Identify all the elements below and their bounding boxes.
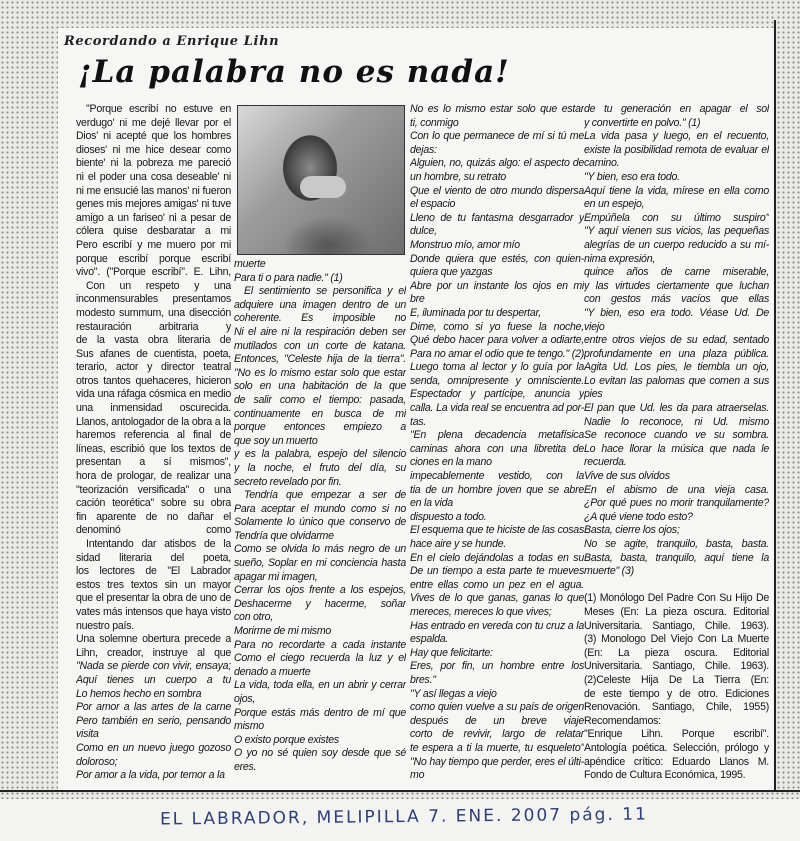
text-line: porque escribí porque escribí bbox=[76, 252, 231, 265]
handwritten-source-note: EL LABRADOR, MELIPILLA 7. ENE. 2007 pág. 11 bbox=[159, 804, 648, 830]
text-line: pies bbox=[584, 388, 603, 401]
text-line: (3) Monologo Del Viejo Con La Muerte bbox=[584, 633, 769, 646]
text-line: bre bbox=[410, 293, 425, 306]
text-line: Abre por un instante los ojos en mi bbox=[410, 279, 584, 292]
text-line: Por amor a las artes de la carne bbox=[76, 701, 231, 714]
text-line: Basta, cierre los ojos; bbox=[584, 524, 680, 537]
text-line: vida una ráfaga cósmica en medio bbox=[76, 388, 231, 401]
text-line: cación teorética" sobre su obra bbox=[76, 497, 231, 510]
text-line: caminas ahora con una libretita de bbox=[410, 442, 584, 455]
text-line: Lo hace llorar la música que nada le bbox=[584, 442, 769, 455]
text-line: mismo bbox=[234, 720, 264, 733]
text-line: mo bbox=[410, 769, 425, 782]
text-line: de este tiempo y de otro. Ediciones bbox=[584, 687, 769, 700]
text-line: Por amor a la vida, por temor a la bbox=[76, 769, 225, 782]
text-line: Tendría que olvidarme bbox=[234, 529, 334, 542]
text-line: "No es lo mismo estar solo que estar bbox=[234, 366, 406, 379]
text-line: No es lo mismo estar solo que estar bbox=[410, 103, 584, 115]
text-line: inconmensurables presentamos bbox=[76, 293, 231, 306]
text-line: Recomendamos: bbox=[584, 714, 661, 727]
text-line: vates más intensos que haya visto bbox=[76, 605, 231, 618]
text-line: "teorización versificada" o una bbox=[76, 483, 231, 496]
text-line: con gestos más vacíos que ellas bbox=[584, 293, 769, 306]
text-line: de salir como el tiempo: pasada, bbox=[234, 393, 406, 406]
text-line: La vida pasa y luego, en el recuento, bbox=[584, 130, 769, 143]
text-line: adquiere una imagen dentro de un bbox=[234, 298, 406, 311]
article-column-2 bbox=[234, 258, 406, 775]
text-line: Has entrado en vereda con tu cruz a la bbox=[410, 619, 584, 632]
text-line: Agita Ud. Los pies, le tiembla un ojo, bbox=[584, 361, 769, 374]
text-line: que soy un muerto bbox=[234, 434, 318, 447]
text-line: Cerrar los ojos frente a los espejos, bbox=[234, 584, 406, 597]
text-line: Hay que felicitarte: bbox=[410, 646, 493, 659]
text-line: El pan que Ud. les da para atraerselas. bbox=[584, 402, 769, 415]
text-line: (2)Celeste Hija De La Tierra (En: bbox=[584, 673, 769, 686]
text-line: Meses (En: La pieza oscura. Editorial bbox=[584, 605, 769, 618]
text-line: Pero también en serio, pensando bbox=[76, 714, 231, 727]
text-line: Vives de lo que ganas, ganas lo que bbox=[410, 592, 584, 605]
border-pattern-bottom bbox=[0, 791, 800, 799]
text-line: corto de revivir, largo de relatar bbox=[410, 728, 584, 741]
text-line: Con un respeto y una bbox=[86, 279, 231, 292]
text-line: existe la posibilidad remota de evaluar el bbox=[584, 143, 769, 156]
text-line: apéndice crítico: Eduardo Llanos M. bbox=[584, 755, 769, 768]
text-line: Sus afanes de cuentista, poeta, bbox=[76, 347, 231, 360]
text-line: amigo a un fariseo' ni a pesar de bbox=[76, 211, 231, 224]
text-line: los lectores de "El Labrador bbox=[76, 565, 231, 578]
text-line: O yo no sé quien soy desde que sé bbox=[234, 747, 406, 760]
article-column-1 bbox=[76, 103, 231, 783]
text-line: (En: La pieza oscura. Editorial bbox=[584, 646, 769, 659]
text-line: Pero escribí y me muero por mi bbox=[76, 238, 231, 251]
article-column-4 bbox=[584, 103, 769, 783]
text-line: una inmensidad oscurecida. bbox=[76, 402, 231, 415]
text-line: como quien vuelve a su país de origen bbox=[410, 701, 584, 714]
text-line: Tendría que empezar a ser de bbox=[244, 489, 406, 502]
text-line: verdugo' ni me dejé llevar por el bbox=[76, 116, 231, 129]
text-line: nuestro país. bbox=[76, 619, 134, 632]
text-line: sidad literaria del poeta, bbox=[76, 551, 231, 564]
text-line: sueño, Soplar en mi conciencia hasta bbox=[234, 557, 406, 570]
text-line: denado a muerte bbox=[234, 665, 311, 678]
text-line: doloroso; bbox=[76, 755, 118, 768]
column-rule bbox=[774, 20, 776, 792]
text-line: Para aceptar el mundo como si no bbox=[234, 502, 406, 515]
text-line: espalda. bbox=[410, 633, 449, 646]
text-line: El esquema que te hiciste de las cosas bbox=[410, 524, 584, 537]
text-line: Porque estás más dentro de mí que bbox=[234, 706, 406, 719]
text-line: te espera a ti la muerte, tu esqueleto" bbox=[410, 741, 584, 754]
text-line: con otro, bbox=[234, 611, 273, 624]
text-line: "Nada se pierde con vivir, ensaya; bbox=[76, 660, 231, 673]
text-line: profundamente en una plaza pública. bbox=[584, 347, 769, 360]
text-line: Como se olvida lo más negro de un bbox=[234, 543, 406, 556]
text-line: dulce, bbox=[410, 225, 437, 238]
text-line: "Y bien, eso era todo. bbox=[584, 170, 680, 183]
text-line: Solamente lo único que conservo de bbox=[234, 516, 406, 529]
text-line: Intentando dar atisbos de la bbox=[86, 538, 231, 550]
text-line: Eres, por fin, un hombre entre los bbox=[410, 660, 584, 673]
text-line: Nadie lo reconoce, ni Ud. mismo bbox=[584, 415, 769, 428]
text-line: cólera quise desbaratar a mi bbox=[76, 225, 231, 238]
text-line: "Enrique Lihn. Porque escribí". bbox=[584, 728, 769, 741]
text-line: Una solemne obertura precede a bbox=[76, 633, 231, 646]
text-line: Espectador y partícipe, anuncia y bbox=[410, 388, 584, 401]
text-line: dioses' ni me hice desear como bbox=[76, 143, 231, 156]
text-line: eres. bbox=[234, 760, 257, 773]
text-line: "Y aquí vienen sus vicios, las pequeñas bbox=[584, 225, 769, 238]
text-line: muerte" (3) bbox=[584, 565, 634, 578]
text-line: haremos referencia al final de bbox=[76, 429, 231, 442]
text-line: Como en un nuevo juego gozoso bbox=[76, 741, 231, 754]
text-line: Como el ciego recuerda la luz y el bbox=[234, 652, 406, 665]
text-line: vivo". ("Porque escribí". E. Lihn, bbox=[76, 266, 231, 279]
text-line: de tu generación en apagar el sol bbox=[584, 103, 769, 115]
article-column-3 bbox=[410, 103, 584, 783]
text-line: mutilados con un corte de katana. bbox=[234, 339, 406, 352]
text-line: "Y bien, eso era todo. Véase Ud. De bbox=[584, 306, 769, 319]
text-line: genes mis mejores amigas' ni tuve bbox=[76, 198, 231, 211]
text-line: quiera que yazgas bbox=[410, 266, 493, 279]
text-line: ti, conmigo bbox=[410, 116, 459, 129]
text-line: Morirme de mi mismo bbox=[234, 625, 332, 638]
text-line: Dios' ni acepté que los hombres bbox=[76, 130, 231, 143]
text-line: ¿A qué viene todo esto? bbox=[584, 510, 693, 523]
text-line: Universitaria. Santiago, Chile. 1963). bbox=[584, 660, 769, 673]
text-line: entre otros viejos de su edad, sentado bbox=[584, 334, 769, 347]
text-line: un hombre, su retrato bbox=[410, 170, 507, 183]
text-line: estos tres textos sin un mayor bbox=[76, 578, 231, 591]
text-line: viejo bbox=[584, 320, 605, 333]
text-line: El sentimiento se personifica y el bbox=[244, 285, 406, 298]
text-line: mereces, mereces lo que vives; bbox=[410, 605, 552, 618]
text-line: restauración arbitraria y bbox=[76, 320, 231, 333]
text-line: No se agite, tranquilo, basta, basta. bbox=[584, 538, 769, 550]
text-line: terario, actor y director teatral bbox=[76, 361, 231, 374]
portrait-photo-icon bbox=[237, 105, 405, 255]
text-line: En el cielo dejándolas a todas en su bbox=[410, 551, 584, 564]
text-line: fin aparente de no dañar el bbox=[76, 510, 231, 523]
text-line: Llanos, antologador de la obra a la bbox=[76, 415, 231, 428]
text-line: E, iluminada por tu despertar, bbox=[410, 306, 541, 319]
text-line: Para no recordarte a cada instante bbox=[234, 638, 406, 651]
text-line: ni me ensucié las manos' ni fueron bbox=[76, 184, 231, 197]
text-line: en la vida bbox=[410, 497, 453, 510]
text-line: y la noche, el fruto del día, su bbox=[234, 461, 406, 474]
text-line: Que el viento de otro mundo dispersa bbox=[410, 184, 584, 197]
text-line: presentan a sí mismos", bbox=[76, 456, 231, 469]
text-line: Deshacerme y hacerme, soñar bbox=[234, 597, 406, 610]
text-line: líneas, escribió que los textos de bbox=[76, 442, 231, 455]
text-line: solo en una habitación de la que bbox=[234, 380, 406, 393]
text-line: Aquí tiene la vida, mírese en ella como bbox=[584, 184, 769, 197]
text-line: visita bbox=[76, 728, 99, 741]
article-kicker: Recordando a Enrique Lihn bbox=[64, 34, 280, 49]
text-line: Dime, como si yo fuese la noche, bbox=[410, 320, 584, 333]
text-line: continuamente en busca de mi bbox=[234, 407, 406, 420]
text-line: y convertirte en polvo." (1) bbox=[584, 116, 701, 129]
text-line: "Porque escribí no estuve en bbox=[86, 103, 231, 115]
text-line: (1) Monólogo Del Padre Con Su Hijo De bbox=[584, 592, 769, 605]
hand-shape bbox=[300, 176, 346, 198]
text-line: Luego toma al lector y lo guía por la bbox=[410, 361, 584, 374]
text-line: modesto summum, una disección bbox=[76, 306, 231, 319]
text-line: que el presentar la obra de uno de bbox=[76, 592, 231, 605]
text-line: Basta, basta, tranquilo, aquí tiene la bbox=[584, 551, 769, 564]
text-line: Monstruo mío, amor mío bbox=[410, 238, 520, 251]
text-line: y es la palabra, espejo del silencio bbox=[234, 448, 406, 461]
text-line: dejas: bbox=[410, 143, 437, 156]
text-line: en un espejo, bbox=[584, 198, 645, 211]
text-line: hace aire y se hunde. bbox=[410, 538, 507, 550]
text-line: después de un breve viaje bbox=[410, 714, 584, 727]
text-line: bres." bbox=[410, 673, 436, 686]
text-line: ni el poder una cosa deseable' ni bbox=[76, 170, 231, 183]
text-line: nima expresión, bbox=[584, 252, 656, 265]
text-line: "Y así llegas a viejo bbox=[410, 687, 497, 700]
text-line: dispuesto a todo. bbox=[410, 510, 487, 523]
text-line: tia de un hombre joven que se abre bbox=[410, 483, 584, 496]
text-line bbox=[584, 579, 769, 593]
bottom-rule bbox=[0, 790, 800, 792]
text-line: Entonces, "Celeste hija de la tierra". bbox=[234, 353, 406, 366]
text-line: otros tantos quehaceres, hicieron bbox=[76, 374, 231, 387]
text-line: camino. bbox=[584, 157, 620, 170]
text-line: De un tiempo a esta parte te mueves bbox=[410, 565, 584, 578]
text-line: Ni el aire ni la respiración deben ser bbox=[234, 325, 406, 338]
text-line: En el abismo de una vieja casa. bbox=[584, 483, 769, 496]
text-line: tas. bbox=[410, 415, 427, 428]
text-line: Vive de sus olvidos bbox=[584, 470, 670, 483]
text-line: O existo porque existes bbox=[234, 733, 339, 746]
text-line: quince años de carne miserable, bbox=[584, 266, 769, 279]
text-line: denominó como bbox=[76, 524, 231, 537]
border-pattern-left bbox=[0, 0, 58, 790]
text-line: Empúñela con su último suspiro" bbox=[584, 211, 769, 224]
text-line: Lleno de tu fantasma desgarrador y bbox=[410, 211, 584, 224]
text-line: Lihn, creador, instruye al que bbox=[76, 646, 231, 659]
text-line: "No hay tiempo que perder, eres el últi- bbox=[410, 755, 584, 768]
text-line: Lo hemos hecho en sombra bbox=[76, 687, 202, 700]
text-line: de la vasta obra literaria de bbox=[76, 334, 231, 347]
text-line: calla. La vida real se encuentra ad por- bbox=[410, 402, 584, 415]
text-line: La vida, toda ella, en un abrir y cerrar bbox=[234, 679, 406, 692]
article-title: ¡La palabra no es nada! bbox=[78, 54, 510, 90]
text-line: biente' ni la pobreza me pareció bbox=[76, 157, 231, 170]
text-line: hora de prologar, de realizar una bbox=[76, 470, 231, 483]
text-line: ojos, bbox=[234, 693, 256, 705]
text-line: recuerda. bbox=[584, 456, 627, 469]
text-line: impecablemente vestido, con la bbox=[410, 470, 584, 483]
border-pattern-top bbox=[0, 0, 800, 28]
text-line: Renovación. Santiago, Chile, 1955) bbox=[584, 701, 769, 714]
text-line: Aquí tienes un cuerpo a tu bbox=[76, 673, 231, 686]
text-line: Lo evitan las palomas que comen a sus bbox=[584, 374, 769, 387]
text-line: senda, omnipresente y omnisciente. bbox=[410, 374, 584, 387]
text-line: Para ti o para nadie." (1) bbox=[234, 271, 343, 284]
text-line: entre ellas como un pez en el agua. bbox=[410, 578, 584, 591]
text-line: coherente. Es imposible no bbox=[234, 312, 406, 325]
text-line: ¿Por qué pues no morir tranquilamente? bbox=[584, 497, 769, 510]
border-pattern-right bbox=[776, 0, 800, 790]
text-line: el espacio bbox=[410, 198, 456, 211]
text-line: Antología poética. Selección, prólogo y bbox=[584, 741, 769, 754]
text-line: Universitaria. Santiago, Chile. 1963). bbox=[584, 619, 769, 632]
text-line: Donde quiera que estés, con quien- bbox=[410, 252, 584, 265]
text-line: apagar mi imagen, bbox=[234, 570, 318, 583]
text-line: Con lo que permanece de mí si tú me bbox=[410, 130, 584, 143]
text-line: porque entonces empiezo a bbox=[234, 421, 406, 434]
text-line: Se reconoce cuando ve su sombra. bbox=[584, 429, 769, 442]
text-line: alegrías de un cuerpo reducido a su mí- bbox=[584, 238, 769, 251]
text-line: Para no amar el odio que te tengo." (2) bbox=[410, 347, 584, 360]
text-line: ciones en la mano bbox=[410, 456, 492, 469]
text-line: muerte bbox=[234, 258, 266, 270]
text-line: "En plena decadencia metafísica bbox=[410, 429, 584, 442]
text-line: Qué debo hacer para volver a odiarte, bbox=[410, 334, 584, 347]
text-line: Fondo de Cultura Económica, 1995. bbox=[584, 769, 746, 782]
text-line: y las virtudes ciertamente que luchan bbox=[584, 279, 769, 292]
text-line: secreto revelado por fin. bbox=[234, 475, 342, 488]
text-line: Alguien, no, quizás algo: el aspecto de bbox=[410, 157, 584, 170]
